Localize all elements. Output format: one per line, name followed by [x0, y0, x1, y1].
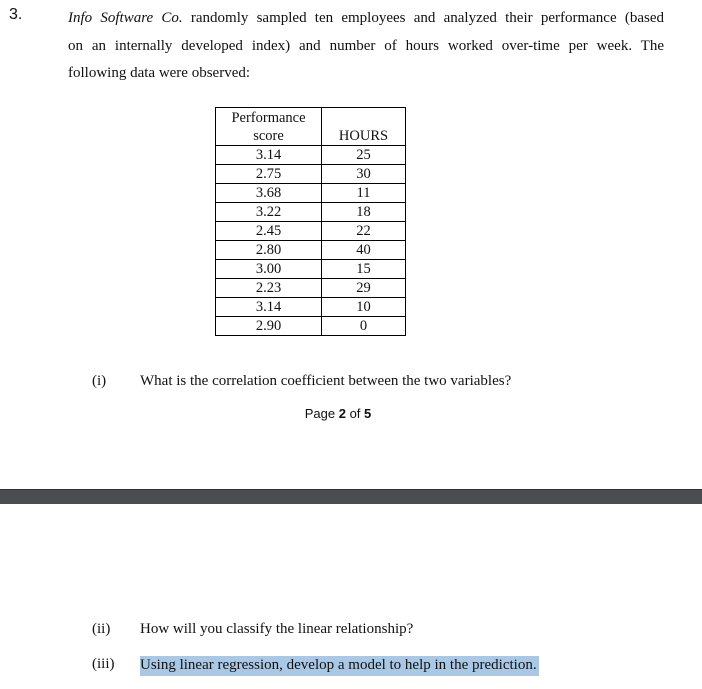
table-row — [216, 279, 406, 298]
company-name: Info Software Co. — [68, 10, 183, 26]
intro-line-2: on an internally developed index) and number of hours worked over-time per week. The — [68, 37, 664, 54]
hours-cell: 0 — [322, 317, 406, 336]
header-performance-line1: Performance — [231, 110, 306, 126]
hours-cell: 18 — [322, 203, 406, 222]
hours-cell: 29 — [322, 279, 406, 298]
performance-score-cell: 3.22 — [216, 203, 322, 222]
performance-score-cell: 2.45 — [216, 222, 322, 241]
page-indicator — [0, 406, 676, 421]
intro-line-1-text: randomly sampled ten employees and analyzed their performance (based — [182, 10, 664, 26]
hours-cell: 22 — [322, 222, 406, 241]
page-break-divider — [0, 489, 702, 504]
hours-cell: 15 — [322, 260, 406, 279]
performance-score-cell: 2.90 — [216, 317, 322, 336]
header-performance-score — [216, 108, 322, 146]
header-hours: HOURS — [322, 108, 406, 146]
table-row — [216, 165, 406, 184]
hours-cell: 40 — [322, 241, 406, 260]
page-of: of — [345, 406, 365, 421]
data-table — [215, 107, 406, 336]
intro-line-1 — [68, 5, 664, 33]
performance-score-cell: 2.23 — [216, 279, 322, 298]
intro-line-3: following data were observed: — [68, 65, 251, 81]
table-row — [216, 298, 406, 317]
performance-score-cell: 2.75 — [216, 165, 322, 184]
table-row — [216, 317, 406, 336]
question-intro — [68, 5, 664, 88]
selected-subquestion-text[interactable]: Using linear regression, develop a model to help in the prediction. — [140, 656, 539, 676]
table-row — [216, 184, 406, 203]
total-pages: 5 — [364, 406, 372, 421]
hours-cell: 10 — [322, 298, 406, 317]
subquestion-text: How will you classify the linear relationship? — [140, 621, 414, 637]
table-row — [216, 241, 406, 260]
page-label: Page — [304, 406, 339, 421]
performance-score-cell: 3.14 — [216, 298, 322, 317]
question-number: 3. — [9, 6, 23, 23]
performance-score-cell: 2.80 — [216, 241, 322, 260]
current-page: 2 — [338, 406, 346, 421]
table-body — [216, 146, 406, 336]
performance-score-cell: 3.14 — [216, 146, 322, 165]
subquestion-number: (iii) — [92, 656, 115, 672]
hours-cell: 11 — [322, 184, 406, 203]
table-row — [216, 222, 406, 241]
hours-cell: 30 — [322, 165, 406, 184]
table-row — [216, 260, 406, 279]
subquestion-number: (ii) — [92, 621, 111, 637]
hours-cell: 25 — [322, 146, 406, 165]
performance-score-cell: 3.00 — [216, 260, 322, 279]
header-performance-line2: score — [253, 128, 284, 144]
subquestion-number: (i) — [92, 373, 107, 389]
table-header-row — [216, 108, 406, 146]
subquestion-text: What is the correlation coefficient between the two variables? — [140, 373, 512, 389]
table-row — [216, 203, 406, 222]
performance-score-cell: 3.68 — [216, 184, 322, 203]
table-row — [216, 146, 406, 165]
